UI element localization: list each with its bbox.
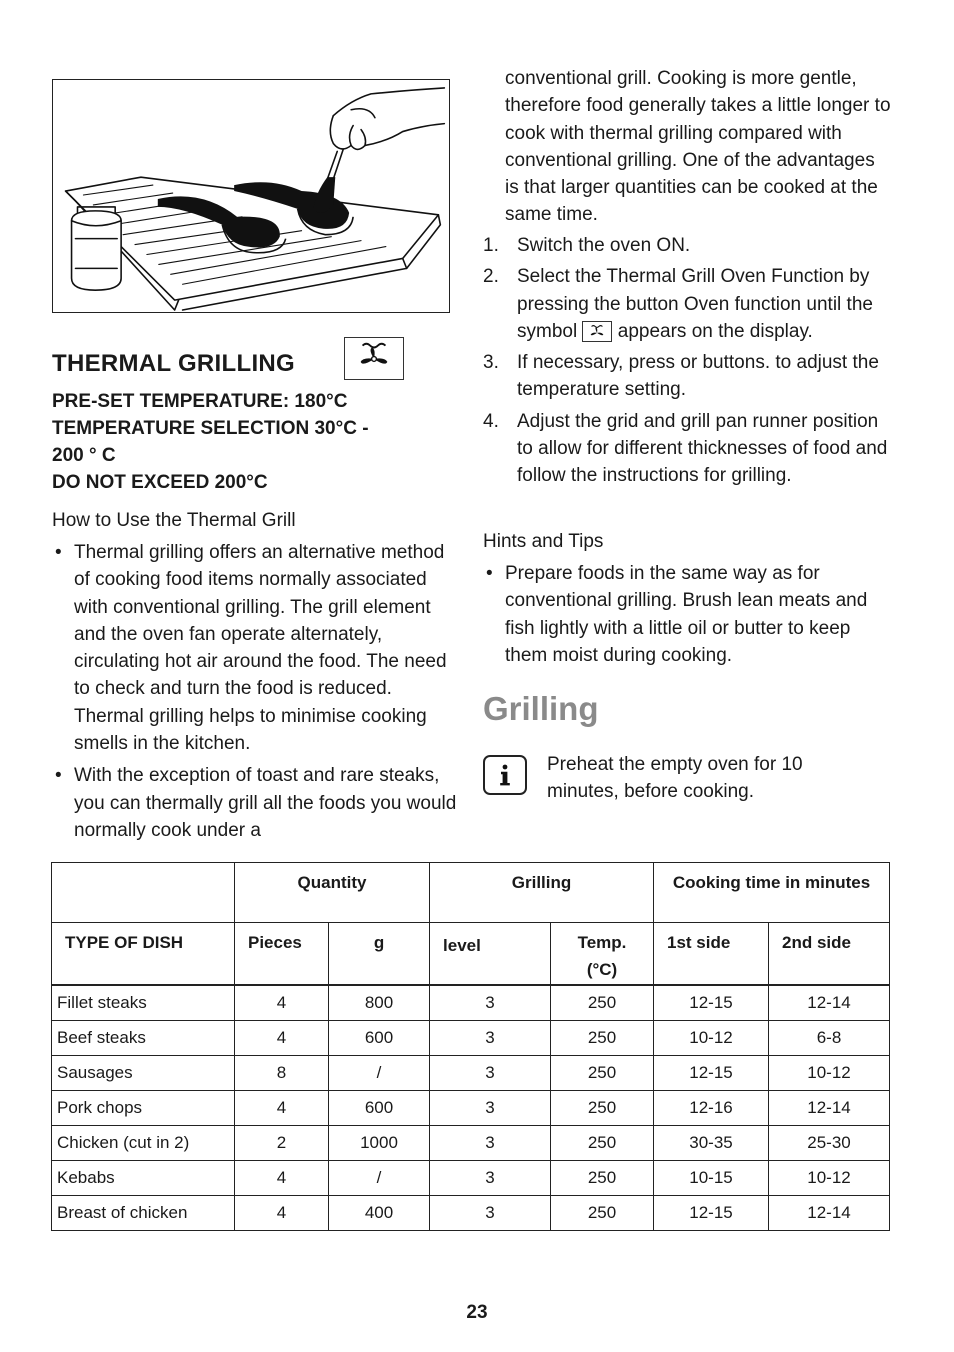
list-item: • Thermal grilling offers an alternative method of cooking food items normally associated with conventional grilling. The grill element and the oven fan operate alternately, circulating hot air around the food. The need to check and turn the food is reduced. Thermal grilling helps to minimise cooking smells in the kitchen.: [52, 539, 462, 757]
list-item: • Prepare foods in the same way as for conventional grilling. Brush lean meats and fish lightly with a little oil or butter to keep them moist during cooking.: [483, 560, 893, 669]
table-cell: 3: [430, 1091, 551, 1126]
table-cell: 12-14: [769, 1196, 890, 1231]
table-row: [52, 1056, 890, 1091]
hints-list: [483, 560, 893, 674]
table-cell: 4: [235, 1091, 329, 1126]
table-cell: Fillet steaks: [52, 985, 235, 1021]
setting-line: TEMPERATURE SELECTION 30°C -: [52, 418, 369, 439]
table-cell: 400: [329, 1196, 430, 1231]
step-item: [483, 263, 893, 345]
section-title: THERMAL GRILLING: [52, 350, 296, 377]
column-header-level: level: [430, 923, 551, 986]
table-cell: 3: [430, 1021, 551, 1056]
column-header-temp: Temp. (°C): [551, 923, 654, 986]
table-cell: 12-16: [654, 1091, 769, 1126]
table-cell: 3: [430, 1126, 551, 1161]
thermal-grill-symbol-inline-icon: [582, 321, 612, 342]
table-cell: 600: [329, 1091, 430, 1126]
list-item: • With the exception of toast and rare steaks, you can thermally grill all the foods you would normally cook under a: [52, 762, 462, 844]
table-cell: 600: [329, 1021, 430, 1056]
step-number: 3.: [483, 352, 499, 374]
table-cell: Pork chops: [52, 1091, 235, 1126]
step-text: appears on the display.: [617, 320, 813, 342]
steps-list: [483, 232, 893, 494]
table-cell: 30-35: [654, 1126, 769, 1161]
table-header-quantity: Quantity: [235, 863, 430, 923]
table-cell: 4: [235, 1196, 329, 1231]
table-cell: 12-14: [769, 985, 890, 1021]
hints-heading: Hints and Tips: [483, 531, 604, 552]
setting-line: PRE-SET TEMPERATURE: 180°C: [52, 391, 348, 412]
step-item: [483, 232, 893, 259]
table-header-empty: [52, 863, 235, 923]
table-cell: 4: [235, 985, 329, 1021]
table-cell: 250: [551, 1161, 654, 1196]
table-row: [52, 1091, 890, 1126]
step-number: 4.: [483, 410, 499, 432]
table-cell: Beef steaks: [52, 1021, 235, 1056]
table-cell: 250: [551, 1021, 654, 1056]
table-cell: 2: [235, 1126, 329, 1161]
table-cell: 6-8: [769, 1021, 890, 1056]
page-number: 23: [466, 1302, 488, 1323]
table-row: [52, 1126, 890, 1161]
table-cell: 4: [235, 1021, 329, 1056]
table-cell: 10-12: [654, 1021, 769, 1056]
table-cell: Breast of chicken: [52, 1196, 235, 1231]
table-cell: 250: [551, 1126, 654, 1161]
step-text: Switch the oven ON.: [517, 235, 691, 256]
table-cell: 250: [551, 1196, 654, 1231]
table-cell: Kebabs: [52, 1161, 235, 1196]
column-header-side2: 2nd side: [769, 923, 890, 986]
table-cell: 12-15: [654, 1196, 769, 1231]
table-cell: 250: [551, 1056, 654, 1091]
step-item: [483, 408, 893, 490]
temperature-settings: [52, 388, 452, 496]
table-cell: 8: [235, 1056, 329, 1091]
table-header-grilling: Grilling: [430, 863, 654, 923]
table-cell: 12-15: [654, 1056, 769, 1091]
step-text: Adjust the grid and grill pan runner position to allow for different thicknesses of food and follow the instructions for grilling.: [517, 410, 888, 487]
table-cell: 250: [551, 985, 654, 1021]
step-text: If necessary, press or buttons. to adjust the temperature setting.: [517, 352, 879, 401]
step-item: [483, 349, 893, 404]
step-number: 1.: [483, 235, 499, 256]
table-cell: 800: [329, 985, 430, 1021]
grill-pan-illustration: [52, 79, 450, 313]
column-header-g: g: [329, 923, 430, 986]
table-cell: 12-15: [654, 985, 769, 1021]
table-row: [52, 1021, 890, 1056]
table-cell: 3: [430, 1056, 551, 1091]
table-cell: 25-30: [769, 1126, 890, 1161]
info-text: Preheat the empty oven for 10 minutes, before cooking.: [547, 754, 803, 803]
info-icon: [483, 755, 527, 795]
grilling-table: [51, 862, 890, 1231]
table-cell: 4: [235, 1161, 329, 1196]
continuation-paragraph: conventional grill. Cooking is more gentle, therefore food generally takes a little longer to cook with thermal grilling compared with conventional grilling. One of the advantages is that larger quantities can be cooked at the same time.: [505, 68, 891, 226]
thermal-grill-symbol-icon: [344, 337, 404, 380]
table-row: [52, 1196, 890, 1231]
step-number: 2.: [483, 266, 499, 288]
table-cell: 3: [430, 1196, 551, 1231]
table-row: [52, 985, 890, 1021]
table-cell: /: [329, 1056, 430, 1091]
table-cell: 250: [551, 1091, 654, 1126]
how-to-heading: How to Use the Thermal Grill: [52, 510, 296, 531]
table-cell: 12-14: [769, 1091, 890, 1126]
table-header-cooking-time: Cooking time in minutes: [654, 863, 890, 923]
table-cell: 10-12: [769, 1161, 890, 1196]
step-text: Select the Thermal Grill Oven Function by pressing the button Oven function until the symbol: [517, 266, 873, 342]
table-cell: /: [329, 1161, 430, 1196]
column-header-pieces: Pieces: [235, 923, 329, 986]
table-row: [52, 1161, 890, 1196]
table-cell: 1000: [329, 1126, 430, 1161]
grilling-title: Grilling: [483, 690, 599, 727]
table-cell: 10-15: [654, 1161, 769, 1196]
setting-line: 200 ° C: [52, 445, 116, 466]
table-cell: 10-12: [769, 1056, 890, 1091]
table-cell: Chicken (cut in 2): [52, 1126, 235, 1161]
setting-line: DO NOT EXCEED 200°C: [52, 472, 268, 493]
column-header-side1: 1st side: [654, 923, 769, 986]
how-to-list: [52, 539, 462, 849]
table-cell: 3: [430, 1161, 551, 1196]
table-cell: 3: [430, 985, 551, 1021]
table-cell: Sausages: [52, 1056, 235, 1091]
column-header-dish: TYPE OF DISH: [52, 923, 235, 986]
